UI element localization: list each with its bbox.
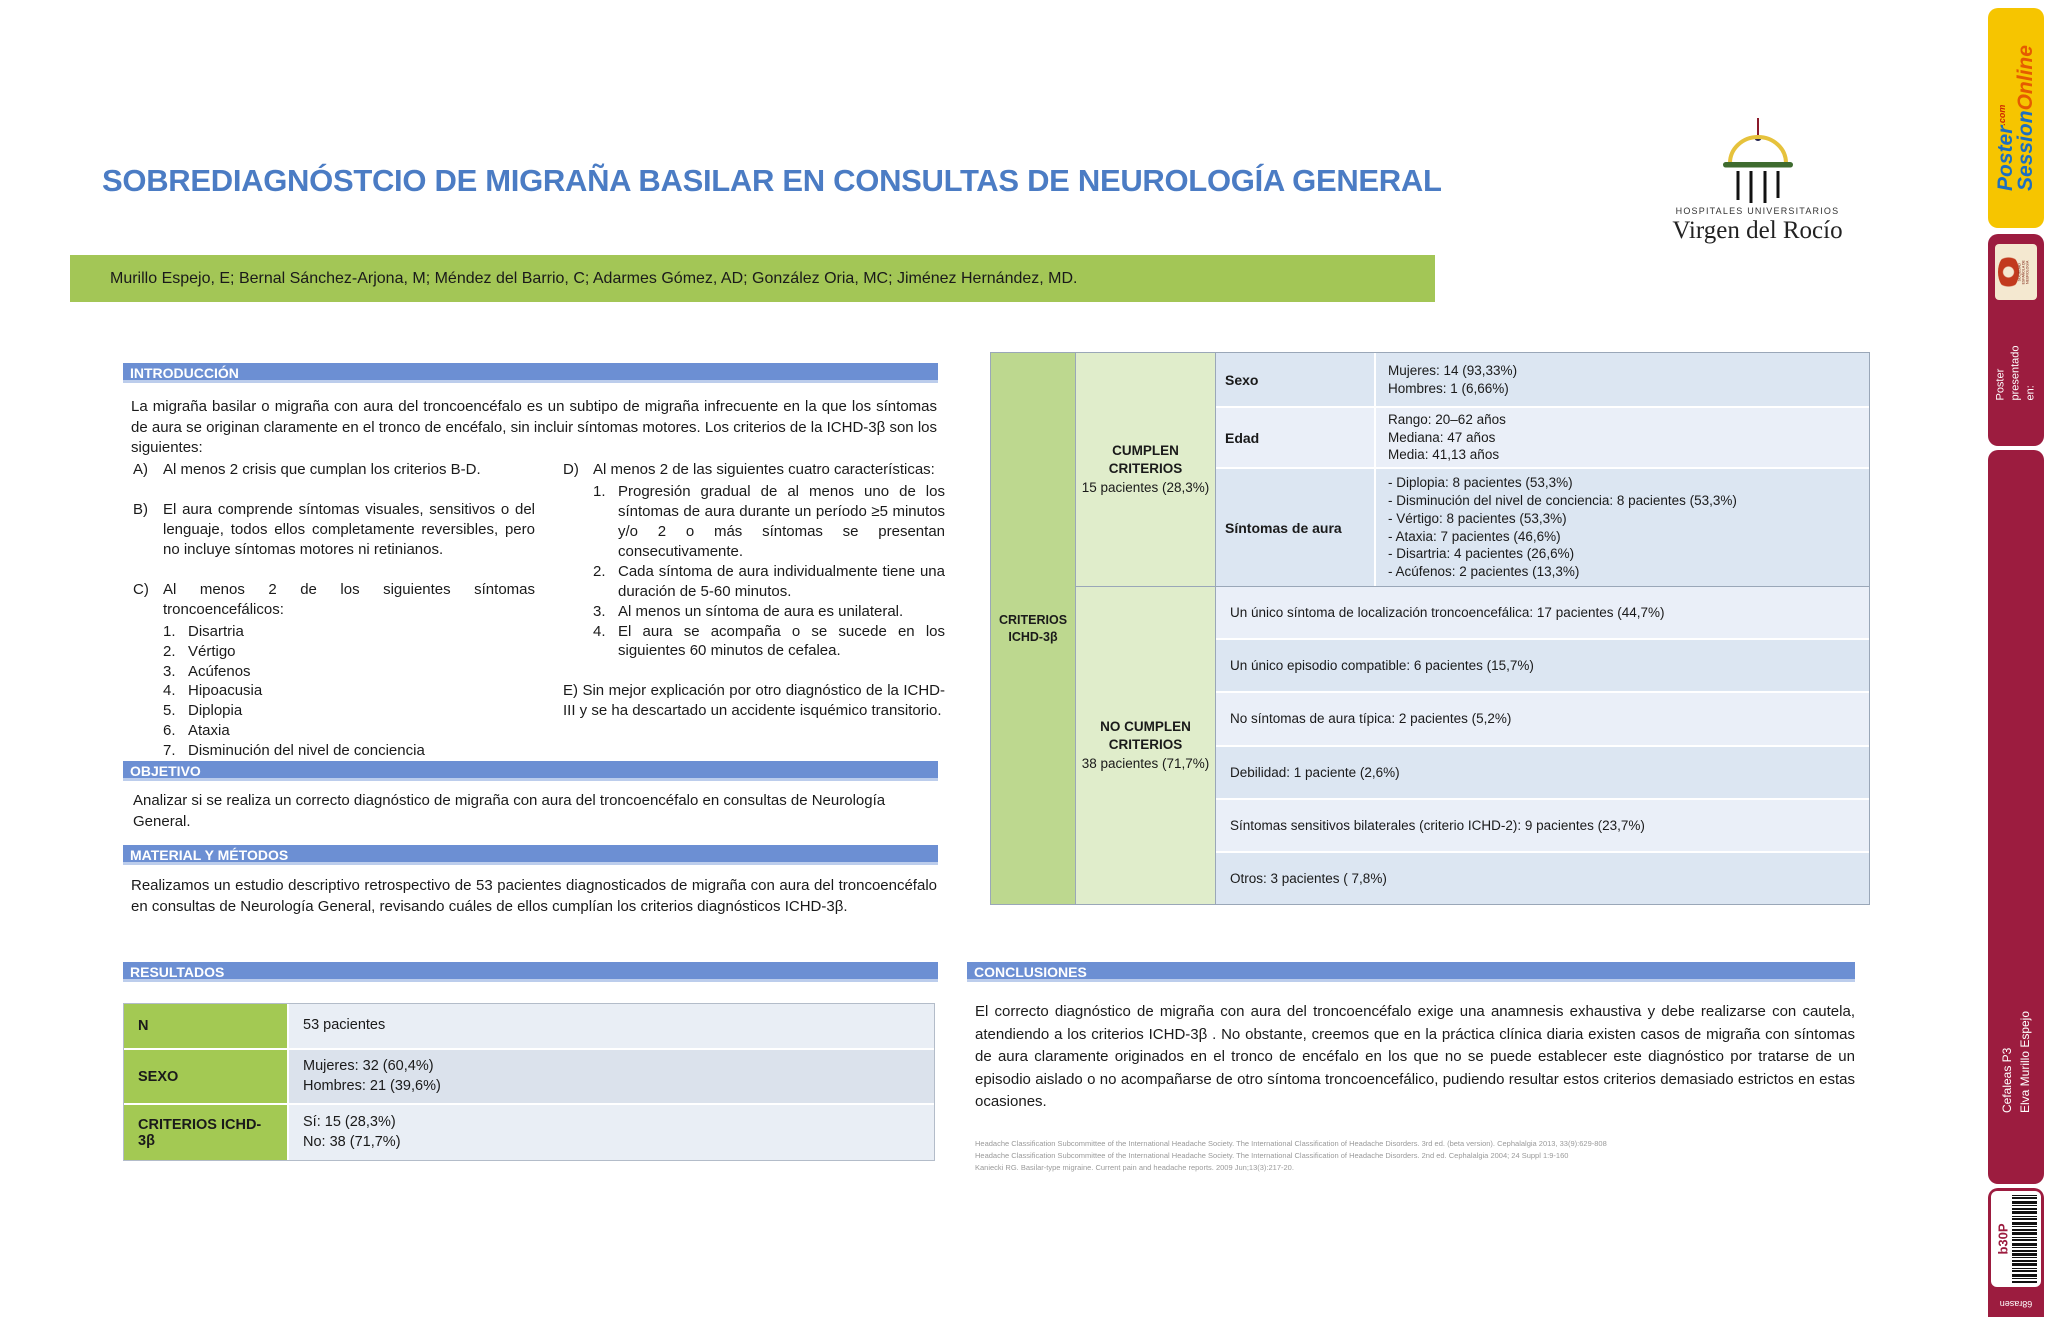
dome-icon	[1708, 118, 1808, 204]
sen-logo-label: SOCIEDAD ESPAÑOLA DE NEUROLOGÍA	[2017, 259, 2031, 285]
presented-at-text: Poster presentado en:	[1994, 345, 2037, 401]
subitem-text: Disminución del nivel de conciencia	[188, 742, 425, 760]
subitem-number: 2.	[163, 642, 176, 660]
criterion-subitem	[163, 701, 535, 721]
postersessiononline-logo	[1996, 45, 2036, 191]
criterion-label: C)	[133, 580, 149, 598]
row-value	[289, 1105, 934, 1160]
barcode-bar	[2012, 1208, 2037, 1210]
barcode-bar	[2012, 1195, 2037, 1196]
section-header-conclusiones	[967, 962, 1855, 982]
criteria-summary-table	[990, 352, 1870, 905]
barcode-bar	[2012, 1247, 2037, 1248]
criterion-text: Al menos 2 crisis que cumplan los criterios B-D.	[163, 461, 481, 478]
barcode-bar	[2012, 1263, 2037, 1266]
criterion-subitem	[593, 562, 945, 602]
barcode-bar	[2012, 1229, 2037, 1231]
value-line: - Vértigo: 8 pacientes (53,3%)	[1388, 510, 1567, 526]
row-label: Síntomas de aura	[1216, 469, 1376, 586]
criteria-column-right	[563, 460, 945, 781]
criteria-table-label-line2: ICHD-3β	[1008, 629, 1058, 644]
criterion	[133, 580, 535, 761]
row-label: SEXO	[124, 1050, 289, 1103]
value-line: No: 38 (71,7%)	[303, 1133, 401, 1150]
brand-online: Online	[2014, 45, 2037, 111]
hospital-logo-caps: HOSPITALES UNIVERSITARIOS	[1675, 206, 1840, 216]
subitem-number: 5.	[163, 702, 176, 720]
criterion	[563, 460, 945, 661]
presented-at-badge	[1988, 234, 2044, 446]
value-line: Media: 41,13 años	[1388, 447, 1500, 463]
reference-line: Headache Classification Subcommittee of the International Headache Society. The International Classification of Headache Disorders. 2nd ed. Cephalalgia 2004; 24 Suppl 1:9-160	[975, 1151, 1569, 1160]
section-header-introduccion	[123, 363, 938, 383]
reference-line: Headache Classification Subcommittee of the International Headache Society. The International Classification of Headache Disorders. 3rd ed. (beta version). Cephalalgia 2013, 33(9):629-808	[975, 1139, 1607, 1148]
table-row: No síntomas de aura típica: 2 pacientes (5,2%)	[1216, 693, 1869, 746]
references	[975, 1138, 1715, 1174]
no-cumplen-rows	[1216, 587, 1869, 904]
value-line: - Disminución del nivel de conciencia: 8 pacientes (53,3%)	[1388, 492, 1737, 508]
barcode-bar	[2012, 1218, 2037, 1220]
barcode-bar	[2012, 1239, 2037, 1241]
barcode-bar	[2012, 1222, 2037, 1225]
criteria-table-label-line1: CRITERIOS	[998, 612, 1068, 627]
brand-com: .com	[1997, 104, 2008, 126]
value-line: Mujeres: 32 (60,4%)	[303, 1057, 434, 1074]
cumplen-section	[1076, 353, 1869, 586]
no-cumplen-group-cell	[1076, 587, 1216, 904]
criterion-subitem	[593, 622, 945, 662]
brand-poster: Poster	[1994, 125, 2018, 191]
table-row	[124, 1050, 934, 1105]
subitem-number: 2.	[593, 562, 606, 580]
table-row: Síntomas sensitivos bilaterales (criterio ICHD-2): 9 pacientes (23,7%)	[1216, 800, 1869, 853]
row-label: Sexo	[1216, 353, 1376, 406]
sen-logo	[1995, 244, 2037, 300]
criterion-sublist	[163, 622, 535, 762]
authors-text: Murillo Espejo, E; Bernal Sánchez-Arjona, M; Méndez del Barrio, C; Adarmes Gómez, AD; González Oria, MC; Jiménez Hernández, MD.	[110, 269, 1078, 287]
row-value	[1376, 469, 1869, 586]
criterion-text: E) Sin mejor explicación por otro diagnóstico de la ICHD-III y se ha descartado un accidente isquémico transitorio.	[563, 682, 945, 720]
criterion-label: D)	[563, 461, 579, 478]
criterion	[133, 460, 535, 480]
objetivo-text: Analizar si se realiza un correcto diagnóstico de migraña con aura del troncoencéfalo en consultas de Neurología General.	[133, 792, 886, 830]
row-value	[1376, 353, 1869, 406]
subitem-number: 3.	[593, 602, 606, 620]
subitem-text: Vértigo	[188, 642, 236, 660]
session-code: Cefaleas P3	[2000, 1047, 2014, 1114]
value-line: Hombres: 21 (39,6%)	[303, 1077, 441, 1094]
value-line: - Diplopia: 8 pacientes (53,3%)	[1388, 475, 1573, 491]
presenter-name: Elva Murillo Espejo	[2018, 1010, 2032, 1114]
table-row	[1216, 353, 1869, 408]
barcode-bar	[2012, 1281, 2037, 1283]
criteria-table-main	[1076, 353, 1869, 904]
value-line: Sí: 15 (28,3%)	[303, 1113, 396, 1130]
barcode-bar	[2012, 1205, 2037, 1206]
value-line: - Disartria: 4 pacientes (26,6%)	[1388, 546, 1575, 562]
conclusiones-text: El correcto diagnóstico de migraña con aura del troncoencéfalo exige una anamnesis exhaustiva y debe realizarse con cautela, atendiendo a los criterios ICHD-3β . No obstante, creemos que en la práctica clínica diaria existen casos de migraña con síntomas de aura claramente originados en el tronco de encéfalo en los que no se puede establecer este diagnóstico por tratarse de un episodio aislado o no acompañarse de otro síntoma troncoencefálico, pudiendo resultar estos criterios demasiado estrictos en estas ocasiones.	[975, 1003, 1855, 1110]
subitem-number: 3.	[163, 662, 176, 680]
section-heading-label: OBJETIVO	[130, 763, 201, 779]
cumplen-rows	[1216, 353, 1869, 586]
criterion-subitem	[593, 482, 945, 562]
subitem-text: Acúfenos	[188, 662, 251, 680]
criteria-table-rowspan-label	[991, 353, 1076, 904]
hospital-logo	[1650, 118, 1865, 245]
subitem-text: Hipoacusia	[188, 682, 263, 700]
barcode-bar	[2012, 1274, 2037, 1277]
row-value	[289, 1004, 934, 1048]
postersessiononline-badge	[1988, 8, 2044, 228]
barcode-bar	[2012, 1257, 2037, 1258]
criterion	[563, 681, 945, 721]
barcode-badge	[1988, 1188, 2044, 1317]
row-label: N	[124, 1004, 289, 1048]
value-line: - Acúfenos: 2 pacientes (13,3%)	[1388, 564, 1580, 580]
barcode-bar	[2012, 1250, 2037, 1252]
subitem-number: 1.	[163, 622, 176, 640]
criterion-text: Al menos 2 de los siguientes síntomas troncoencefálicos:	[163, 580, 535, 618]
results-table	[123, 1003, 935, 1161]
barcode-bar	[2012, 1232, 2037, 1235]
table-row: Un único síntoma de localización troncoencefálica: 17 pacientes (44,7%)	[1216, 587, 1869, 640]
criterion	[133, 500, 535, 560]
criterion-subitem	[593, 602, 945, 622]
criteria-column-left	[133, 460, 535, 781]
section-heading-label: RESULTADOS	[130, 964, 225, 980]
table-row: Un único episodio compatible: 6 pacientes (15,7%)	[1216, 640, 1869, 693]
brand-session: Session	[2014, 110, 2037, 191]
criteria-columns	[133, 460, 945, 781]
introduccion-text: La migraña basilar o migraña con aura del troncoencéfalo es un subtipo de migraña infrecuente en la que los síntomas de aura se originan claramente en el tronco de encéfalo, sin incluir síntomas motores. Los criterios de la ICHD-3β son los siguientes:	[131, 398, 937, 457]
row-label: CRITERIOS ICHD-3β	[124, 1105, 289, 1160]
authors-bar	[70, 255, 1435, 302]
criterion-subitem	[163, 741, 535, 761]
cumplen-title: CUMPLEN CRITERIOS	[1108, 443, 1183, 477]
page-title: SOBREDIAGNÓSTCIO DE MIGRAÑA BASILAR EN CONSULTAS DE NEUROLOGÍA GENERAL	[102, 163, 1442, 198]
subitem-text: El aura se acompaña o se sucede en los siguientes 60 minutos de cefalea.	[618, 622, 945, 660]
subitem-number: 4.	[593, 622, 606, 640]
section-header-material-metodos	[123, 845, 938, 865]
hospital-logo-name: Virgen del Rocío	[1672, 217, 1843, 244]
criterion-label: A)	[133, 461, 148, 478]
session-strip-text	[1998, 1011, 2034, 1113]
subitem-number: 1.	[593, 482, 606, 500]
row-label: Edad	[1216, 408, 1376, 467]
cumplen-group-cell	[1076, 353, 1216, 586]
barcode-bar	[2012, 1211, 2037, 1214]
section-heading-label: MATERIAL Y MÉTODOS	[130, 847, 289, 863]
subitem-text: Disartria	[188, 622, 244, 640]
value-line: Mujeres: 14 (93,33%)	[1388, 362, 1518, 378]
value-line: Hombres: 1 (6,66%)	[1388, 380, 1509, 396]
criterion-label: B)	[133, 500, 148, 518]
barcode-bar	[2012, 1226, 2037, 1227]
criterion-subitem	[163, 681, 535, 701]
section-heading-label: CONCLUSIONES	[974, 964, 1087, 980]
subitem-text: Ataxia	[188, 722, 230, 740]
subitem-text: Progresión gradual de al menos uno de los síntomas de aura durante un período ≥5 minutos y/o 2 o más síntomas se presentan consecutivamente.	[618, 482, 945, 560]
reference-line: Kaniecki RG. Basilar-type migraine. Current pain and headache reports. 2009 Jun;13(3):217-20.	[975, 1163, 1294, 1172]
subitem-number: 7.	[163, 742, 176, 760]
barcode-bar	[2012, 1260, 2037, 1262]
table-row	[124, 1004, 934, 1050]
barcode-bar	[2012, 1216, 2037, 1217]
criterion-subitem	[163, 642, 535, 662]
table-row	[1216, 408, 1869, 469]
barcode-bar	[2012, 1268, 2037, 1269]
section-header-objetivo	[123, 761, 938, 781]
criterion-subitem	[163, 662, 535, 682]
table-row	[124, 1105, 934, 1160]
barcode-bar	[2012, 1197, 2037, 1199]
criterion-subitem	[163, 622, 535, 642]
barcode-bar	[2012, 1201, 2037, 1204]
barcode-footer-text: 68rasen	[1999, 1299, 2033, 1309]
criterion-text: El aura comprende síntomas visuales, sensitivos o del lenguaje, todos ellos completamente reversibles, pero no incluye síntomas motores ni retinianos.	[163, 500, 535, 558]
barcode-bar	[2012, 1243, 2037, 1246]
no-cumplen-title: NO CUMPLEN CRITERIOS	[1100, 719, 1191, 753]
section-header-resultados	[123, 962, 938, 982]
row-value	[289, 1050, 934, 1103]
criterion-text: Al menos 2 de las siguientes cuatro características:	[593, 461, 935, 478]
subitem-text: Diplopia	[188, 702, 243, 720]
subitem-text: Cada síntoma de aura individualmente tiene una duración de 5-60 minutos.	[618, 562, 945, 600]
section-heading-label: INTRODUCCIÓN	[130, 365, 239, 381]
criterion-subitem	[163, 721, 535, 741]
table-row	[1216, 469, 1869, 586]
barcode-bar	[2012, 1270, 2037, 1272]
value-line: Rango: 20–62 años	[1388, 411, 1506, 427]
barcode-panel	[1991, 1191, 2041, 1287]
subitem-number: 6.	[163, 722, 176, 740]
value-line: Mediana: 47 años	[1388, 429, 1496, 445]
criterion-sublist	[593, 482, 945, 661]
barcode-bar	[2012, 1253, 2037, 1256]
cumplen-subtitle: 15 pacientes (28,3%)	[1081, 479, 1210, 495]
subitem-text: Al menos un síntoma de aura es unilateral.	[618, 602, 904, 620]
value-line: 53 pacientes	[303, 1017, 386, 1034]
value-line: - Ataxia: 7 pacientes (46,6%)	[1388, 528, 1561, 544]
table-row: Otros: 3 pacientes ( 7,8%)	[1216, 853, 1869, 904]
row-value	[1376, 408, 1869, 467]
material-metodos-text: Realizamos un estudio descriptivo retrospectivo de 53 pacientes diagnosticados de migraña con aura del troncoencéfalo en consultas de Neurología General, revisando cuáles de ellos cumplían los criterios diagnósticos ICHD-3β.	[131, 877, 937, 915]
table-row: Debilidad: 1 paciente (2,6%)	[1216, 747, 1869, 800]
no-cumplen-subtitle: 38 pacientes (71,7%)	[1081, 755, 1210, 771]
sen-emblem-icon	[1998, 255, 2019, 289]
barcode-bar	[2012, 1278, 2037, 1279]
barcode-bar	[2012, 1237, 2037, 1238]
no-cumplen-section	[1076, 586, 1869, 904]
subitem-number: 4.	[163, 682, 176, 700]
session-strip	[1988, 450, 2044, 1184]
poster-code: b30P	[1995, 1223, 2011, 1255]
barcode	[2012, 1195, 2037, 1283]
